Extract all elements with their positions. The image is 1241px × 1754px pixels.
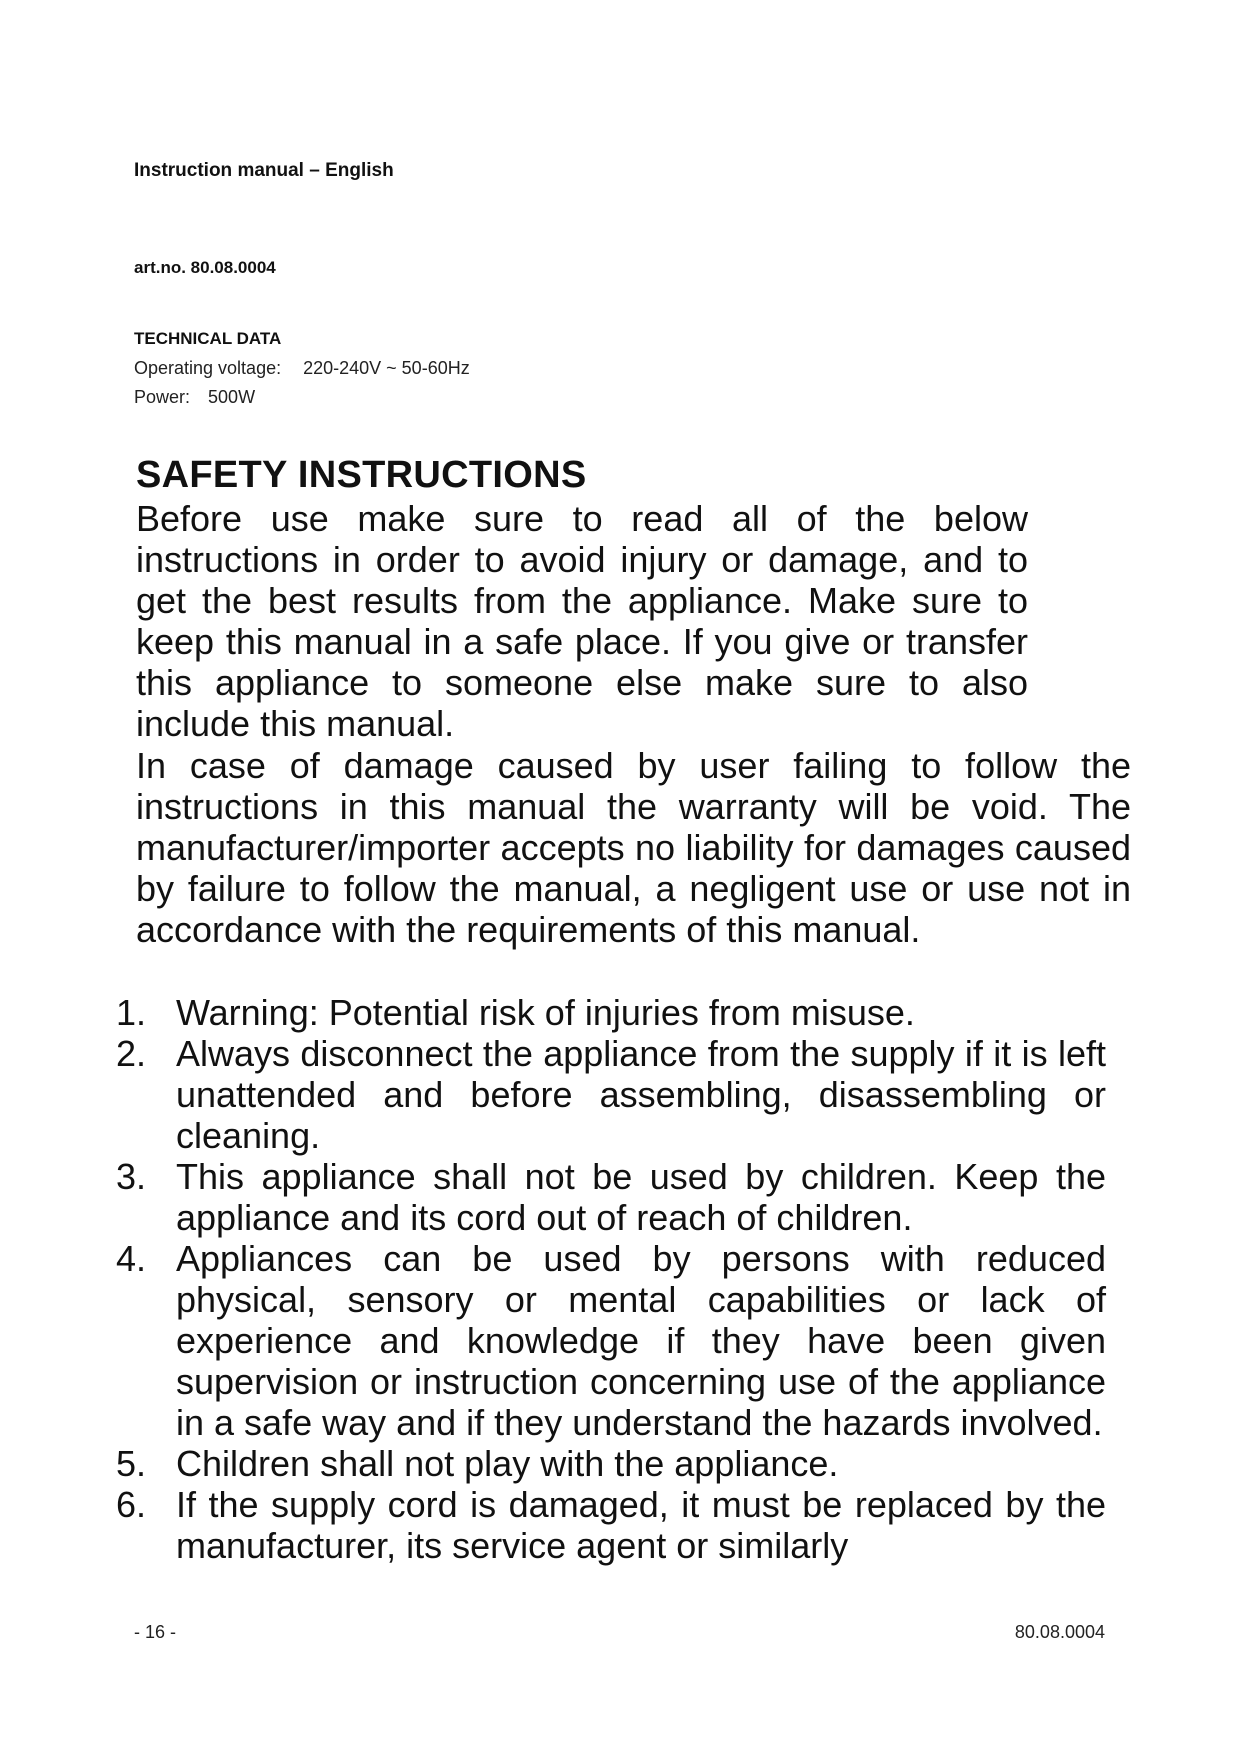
article-number: art.no. 80.08.0004 [134,258,276,277]
list-item [116,992,1106,1033]
warranty-paragraph: In case of damage caused by user failing to follow the instructions in this manual the warranty will be void. The manufacturer/importer accepts no liability for damages caused by failure to follow the manual, a negligent use or use not in accordance with the requirements of this manual. [136,745,1131,950]
item-number: 1. [116,992,147,1033]
safety-instruction-list [116,992,1106,1566]
power-label: Power: [134,387,191,407]
voltage-label: Operating voltage: [134,358,282,378]
list-item [116,1156,1106,1238]
list-item [116,1484,1106,1566]
voltage-row [134,356,470,380]
page-number: - 16 - [134,1622,177,1642]
list-item [116,1443,1106,1484]
item-text: Children shall not play with the appliance. [176,1443,839,1484]
item-number: 6. [116,1484,147,1525]
technical-data-heading: TECHNICAL DATA [134,329,282,348]
manual-title: Instruction manual – English [134,160,394,181]
safety-intro-paragraph: Before use make sure to read all of the below instructions in order to avoid injury or damage, and to get the best results from the appliance. Make sure to keep this manual in a safe place. If you give or transfer this appliance to someone else make sure to also include this manual. [136,498,1028,744]
footer-doc-code: 80.08.0004 [1014,1622,1105,1642]
item-number: 2. [116,1033,147,1074]
power-value: 500W [208,387,256,407]
item-text: This appliance shall not be used by children. Keep the appliance and its cord out of reach of children. [176,1156,1106,1238]
item-number: 3. [116,1156,147,1197]
item-text: Always disconnect the appliance from the supply if it is left unattended and before assembling, disassembling or cleaning. [176,1033,1106,1156]
voltage-value: 220-240V ~ 50-60Hz [303,358,470,378]
item-text: Warning: Potential risk of injuries from misuse. [176,992,915,1033]
item-text: Appliances can be used by persons with reduced physical, sensory or mental capabilities or lack of experience and knowledge if they have been given supervision or instruction concerning use of the appliance in a safe way and if they understand the hazards involved. [176,1238,1106,1443]
item-text: If the supply cord is damaged, it must be replaced by the manufacturer, its service agent or similarly [176,1484,1106,1566]
power-row [134,385,255,409]
item-number: 5. [116,1443,147,1484]
item-number: 4. [116,1238,147,1279]
list-item [116,1033,1106,1156]
list-item [116,1238,1106,1443]
safety-heading: SAFETY INSTRUCTIONS [136,454,587,496]
